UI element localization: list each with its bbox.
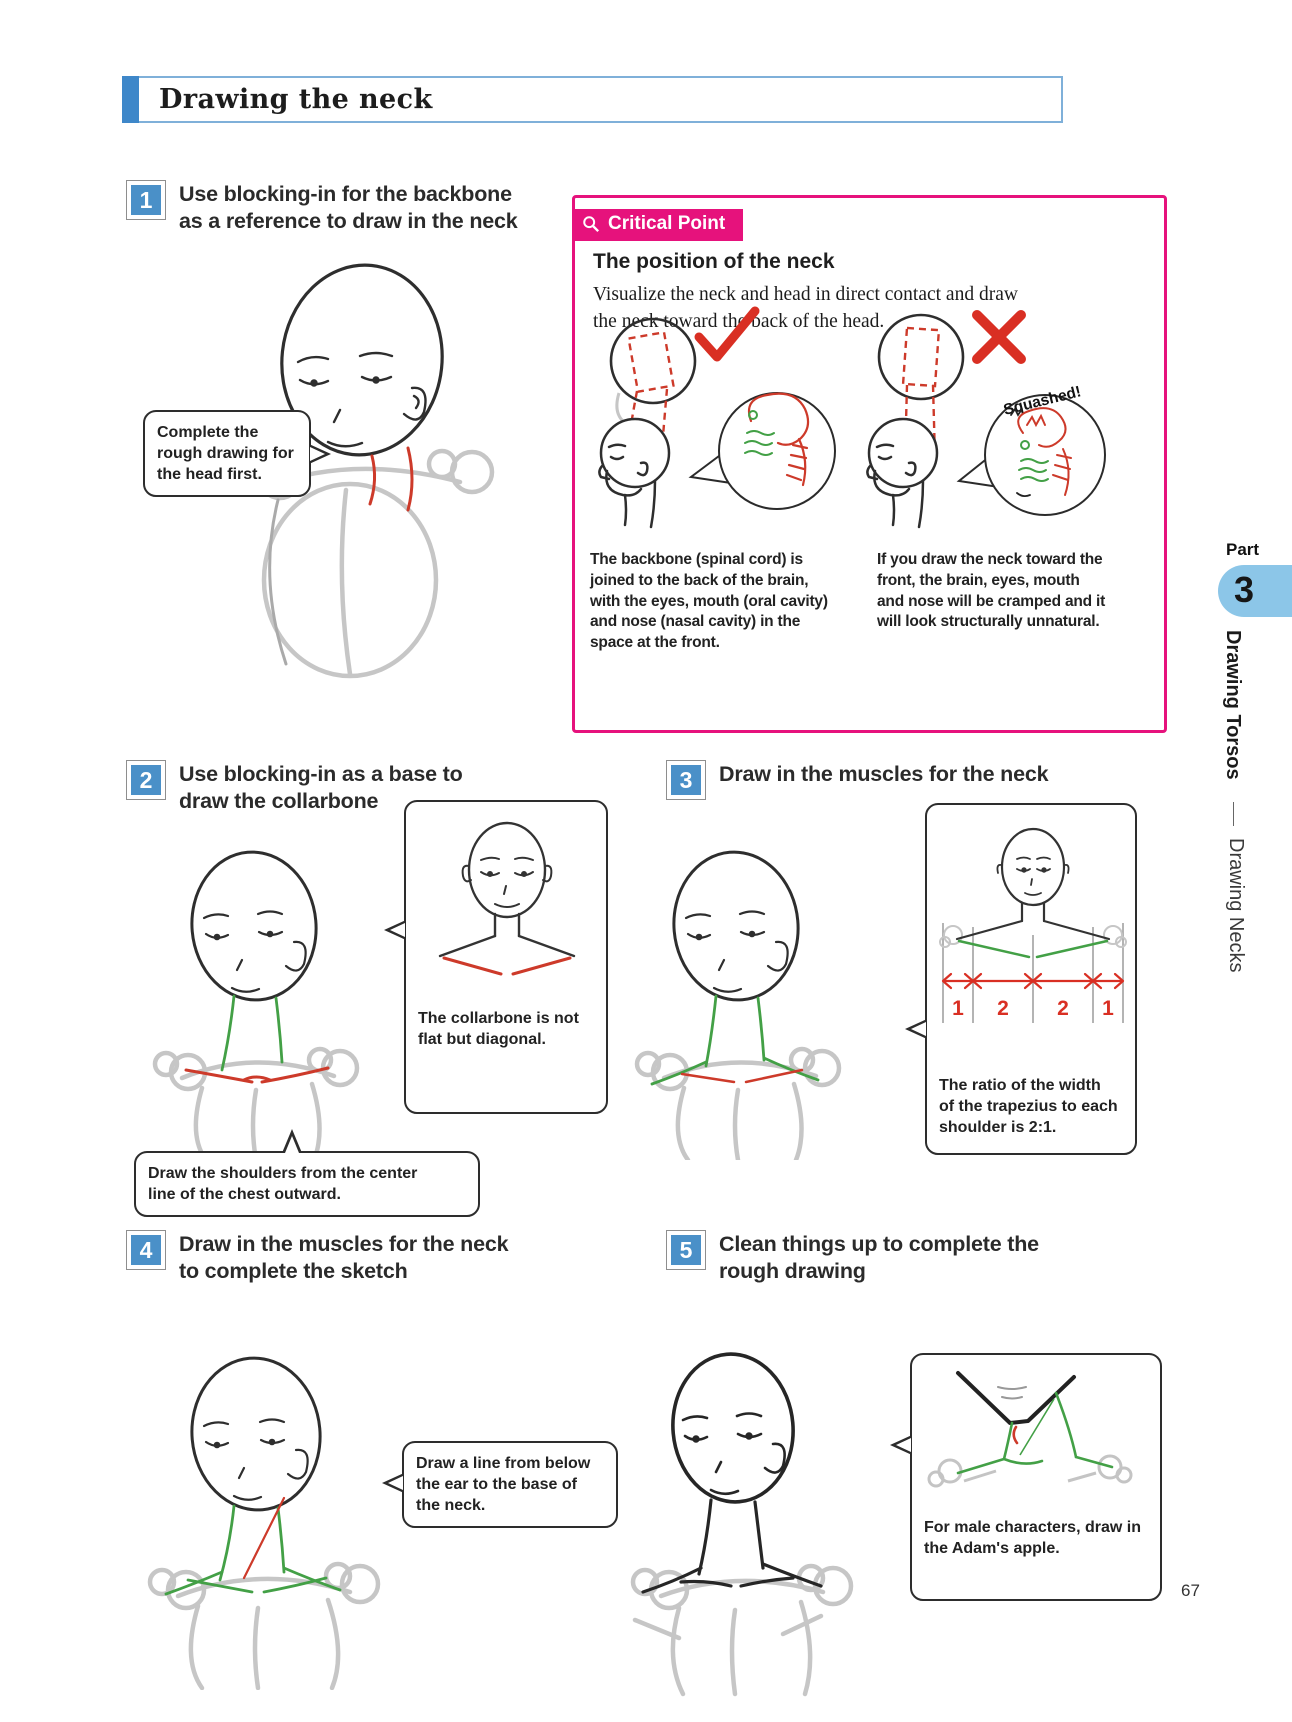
bubble-tail bbox=[890, 1435, 912, 1455]
blocking-sketch bbox=[155, 1049, 357, 1160]
speech-bubble-head-first: Complete the rough drawing for the head first. bbox=[143, 410, 311, 497]
x-icon bbox=[977, 315, 1021, 359]
sidebar-part-number: 3 bbox=[1234, 569, 1255, 610]
bubble-tail bbox=[309, 444, 331, 464]
sidebar-part-tab bbox=[1218, 565, 1292, 617]
good-example-caption: The backbone (spinal cord) is joined to the back of the brain, with the eyes, mouth (oral cavity) and nose (nasal cavity) in the space at the front. bbox=[590, 551, 828, 652]
step-3-title: Draw in the muscles for the neck bbox=[719, 762, 1049, 786]
blocking-sketch bbox=[637, 1049, 839, 1160]
critical-point-intro: Visualize the neck and head in direct contact and draw the neck toward the back of the head. bbox=[593, 284, 1018, 332]
page-number: 67 bbox=[1181, 1581, 1200, 1600]
step-3-number-badge bbox=[666, 760, 706, 800]
step-4-number: 4 bbox=[131, 1235, 161, 1265]
neck-and-shoulders bbox=[957, 903, 1109, 939]
collarbone-red-lines bbox=[682, 1070, 802, 1082]
bubble-tail bbox=[282, 1129, 302, 1153]
step5-illustration bbox=[615, 1328, 860, 1698]
title-accent-bar bbox=[122, 76, 139, 123]
bubble-tail bbox=[382, 1473, 404, 1493]
speech-bubble-ear-line: Draw a line from below the ear to the base of the neck. bbox=[402, 1441, 618, 1528]
blocking-sketch bbox=[929, 1456, 1131, 1486]
step-3-number: 3 bbox=[671, 765, 701, 795]
neck-green-lines bbox=[958, 1393, 1112, 1473]
step-5-number: 5 bbox=[671, 1235, 701, 1265]
speech-bubble-collarbone: The collarbone is not flat but diagonal. bbox=[404, 800, 608, 1114]
page-title: Drawing the neck bbox=[159, 84, 433, 115]
bad-example-caption: If you draw the neck toward the front, the brain, eyes, mouth and nose will be cramped and it will look structurally unnatural. bbox=[877, 551, 1106, 631]
title-box bbox=[139, 76, 1063, 123]
speech-bubble-shoulders: Draw the shoulders from the center line of the chest outward. bbox=[134, 1151, 480, 1217]
adams-apple-red-mark bbox=[1014, 1427, 1017, 1443]
head-outline bbox=[667, 1349, 799, 1507]
sidebar-chapter-title: Drawing Torsos bbox=[1222, 630, 1244, 780]
head-outline bbox=[668, 847, 804, 1005]
mouth-marks bbox=[998, 1387, 1026, 1399]
ratio-number-1: 1 bbox=[952, 997, 964, 1020]
step-3-heading bbox=[666, 760, 1048, 800]
profile-head bbox=[867, 419, 937, 527]
head-outline bbox=[186, 847, 322, 1005]
bubble-tail bbox=[905, 1019, 927, 1039]
ratio-number-3: 2 bbox=[1057, 997, 1069, 1020]
step-5-title: Clean things up to complete the rough drawing bbox=[719, 1232, 1039, 1284]
critical-point-badge-label: Critical Point bbox=[608, 213, 726, 234]
speech-bubble-trapezius-ratio: 1 2 2 1 The ratio of the width of the trapezius to each shoulder is 2:1. bbox=[925, 803, 1137, 1155]
critical-point-illustration bbox=[581, 293, 1167, 543]
collarbone-face-diagram bbox=[418, 812, 596, 998]
profile-head bbox=[599, 419, 669, 527]
check-icon bbox=[699, 311, 755, 357]
step-4-number-badge bbox=[126, 1230, 166, 1270]
step-2-number: 2 bbox=[131, 765, 161, 795]
trapezius-ratio-diagram bbox=[939, 815, 1127, 1067]
neck-final-lines bbox=[643, 1500, 821, 1592]
step-2-title: Use blocking-in as a base to draw the collarbone bbox=[179, 762, 463, 814]
critical-point-badge bbox=[572, 209, 743, 241]
head-outline bbox=[1002, 829, 1064, 905]
squashed-label: Squashed! bbox=[1001, 383, 1083, 419]
step-1-title: Use blocking-in for the backbone as a reference to draw in the neck bbox=[179, 182, 518, 234]
sidebar-part-label: Part bbox=[1226, 540, 1260, 559]
blocking-sketch bbox=[150, 1564, 378, 1688]
speech-bubble-adams-apple: For male characters, draw in the Adam's apple. bbox=[910, 1353, 1162, 1601]
step-1-heading bbox=[126, 180, 518, 235]
bad-example-diagram bbox=[867, 315, 1105, 527]
step4-illustration bbox=[132, 1330, 392, 1690]
critical-point-box bbox=[572, 195, 1167, 733]
magnifier-icon bbox=[582, 215, 600, 233]
neck-green-lines bbox=[222, 996, 282, 1070]
neck-red-lines bbox=[370, 448, 412, 510]
step2-illustration bbox=[140, 830, 370, 1160]
step-4-title: Draw in the muscles for the neck to complete the sketch bbox=[179, 1232, 509, 1284]
guide-lines bbox=[943, 923, 1123, 1023]
step-2-number-badge bbox=[126, 760, 166, 800]
step-4-heading bbox=[126, 1230, 508, 1285]
sternomastoid-line bbox=[1020, 1399, 1054, 1455]
page-title-bar bbox=[122, 76, 1063, 123]
anatomy-inset-squashed bbox=[985, 395, 1105, 515]
bubble-tail bbox=[384, 920, 406, 940]
ratio-number-2: 2 bbox=[997, 997, 1009, 1020]
sidebar-divider bbox=[1233, 802, 1234, 826]
head-outline bbox=[186, 1353, 327, 1516]
step-5-heading bbox=[666, 1230, 1039, 1285]
collarbone-red-lines bbox=[444, 958, 570, 974]
step-5-number-badge bbox=[666, 1230, 706, 1270]
ratio-number-4: 1 bbox=[1102, 997, 1114, 1020]
step3-illustration bbox=[622, 830, 852, 1160]
step-1-number-badge bbox=[126, 180, 166, 220]
sidebar-section-title: Drawing Necks bbox=[1225, 838, 1247, 973]
anatomy-inset-good bbox=[719, 393, 835, 509]
critical-point-heading: The position of the neck bbox=[593, 250, 835, 273]
step-1-number: 1 bbox=[131, 185, 161, 215]
adams-apple-diagram bbox=[924, 1365, 1136, 1505]
good-example-diagram bbox=[599, 311, 835, 527]
